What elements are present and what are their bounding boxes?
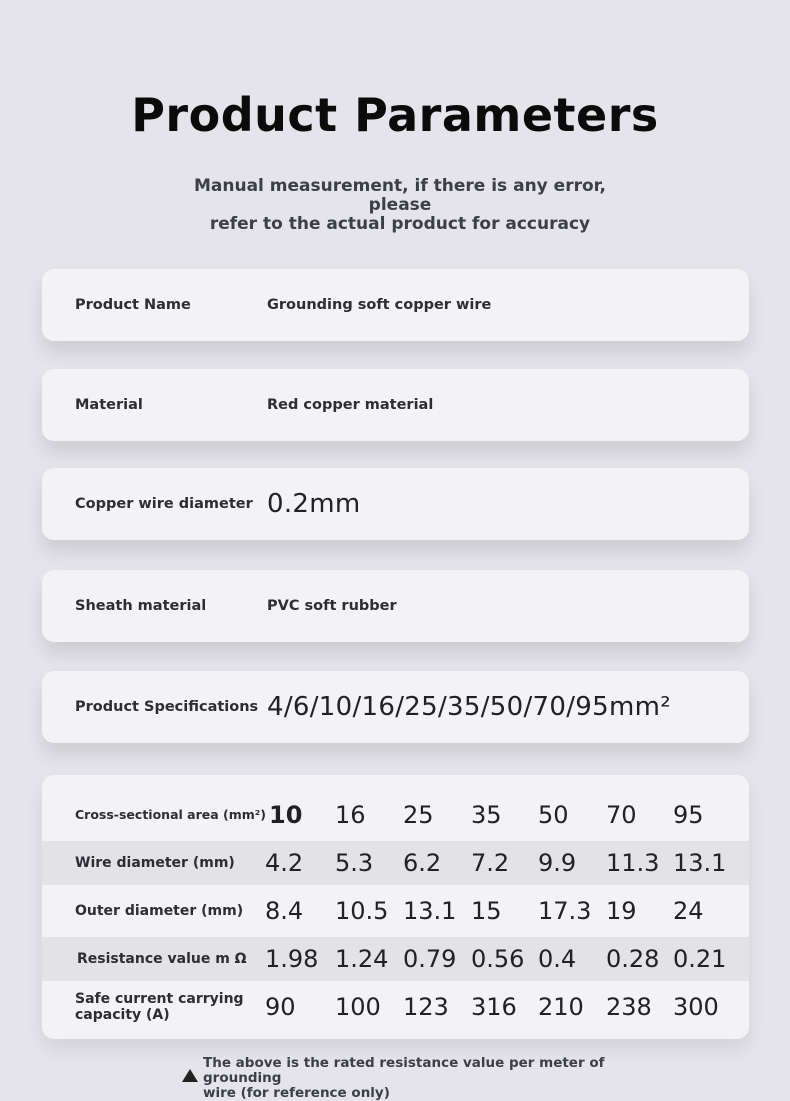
- table-row-safe-current: [42, 985, 749, 1029]
- table-cell: 0.4: [538, 945, 577, 973]
- row-label: Outer diameter (mm): [75, 903, 244, 919]
- row-label-line-1: Safe current carrying: [75, 991, 244, 1007]
- table-row-cross-sectional-area: [42, 793, 749, 837]
- table-cell: 35: [471, 801, 502, 829]
- parameter-table: [42, 775, 749, 1039]
- spec-value: Grounding soft copper wire: [267, 297, 492, 313]
- table-cell: 6.2: [403, 849, 442, 877]
- table-cell: 24: [673, 897, 704, 925]
- spec-value: PVC soft rubber: [267, 598, 397, 614]
- spec-label: Product Name: [75, 297, 191, 313]
- spec-value: Red copper material: [267, 397, 434, 413]
- table-cell: 100: [335, 993, 381, 1021]
- table-cell: 1.24: [335, 945, 389, 973]
- table-cell: 16: [335, 801, 366, 829]
- table-cell: 10.5: [335, 897, 389, 925]
- table-cell: 0.56: [471, 945, 525, 973]
- spec-label: Sheath material: [75, 598, 207, 614]
- spec-label: Copper wire diameter: [75, 496, 253, 512]
- table-cell: 17.3: [538, 897, 592, 925]
- table-cell: 5.3: [335, 849, 374, 877]
- table-cell: 19: [606, 897, 637, 925]
- spec-card-product-name: [42, 269, 749, 341]
- spec-value: 0.2mm: [267, 489, 361, 519]
- table-cell: 0.79: [403, 945, 457, 973]
- table-cell: 4.2: [265, 849, 304, 877]
- table-cell: 0.21: [673, 945, 727, 973]
- row-label: Resistance value m Ω: [77, 951, 247, 967]
- footnote-line-1: The above is the rated resistance value per meter of grounding: [203, 1055, 605, 1086]
- table-row-resistance-value: [42, 937, 749, 981]
- table-cell: 123: [403, 993, 449, 1021]
- table-cell: 70: [606, 801, 637, 829]
- row-label: [75, 985, 244, 1029]
- page-title: Product Parameters: [131, 88, 659, 142]
- table-cell: 0.28: [606, 945, 660, 973]
- table-cell: 238: [606, 993, 652, 1021]
- table-cell: 316: [471, 993, 517, 1021]
- table-cell: 10: [269, 801, 303, 829]
- table-row-wire-diameter: [42, 841, 749, 885]
- table-cell: 8.4: [265, 897, 304, 925]
- spec-label: Material: [75, 397, 143, 413]
- footnote-line-2: wire (for reference only): [203, 1085, 390, 1101]
- spec-card-material: [42, 369, 749, 441]
- table-cell: 9.9: [538, 849, 577, 877]
- table-cell: 13.1: [403, 897, 457, 925]
- table-row-outer-diameter: [42, 889, 749, 933]
- triangle-up-icon: [182, 1069, 198, 1082]
- spec-label: Product Specifications: [75, 699, 259, 715]
- subtitle-line-2: refer to the actual product for accuracy: [209, 214, 591, 234]
- subtitle-line-1: Manual measurement, if there is any error, please: [193, 176, 606, 215]
- table-cell: 1.98: [265, 945, 319, 973]
- table-cell: 50: [538, 801, 569, 829]
- footnote-text: [203, 1056, 663, 1101]
- table-cell: 15: [471, 897, 502, 925]
- row-label: Wire diameter (mm): [75, 855, 235, 871]
- spec-card-product-specifications: [42, 671, 749, 743]
- table-cell: 300: [673, 993, 719, 1021]
- spec-card-copper-wire-diameter: [42, 468, 749, 540]
- table-cell: 210: [538, 993, 584, 1021]
- table-cell: 11.3: [606, 849, 660, 877]
- table-cell: 7.2: [471, 849, 510, 877]
- page-subtitle: [170, 177, 630, 234]
- table-cell: 13.1: [673, 849, 727, 877]
- spec-value: 4/6/10/16/25/35/50/70/95mm²: [267, 692, 671, 722]
- table-cell: 90: [265, 993, 296, 1021]
- spec-card-sheath-material: [42, 570, 749, 642]
- row-label: Cross-sectional area (mm²): [75, 807, 266, 822]
- row-label-line-2: capacity (A): [75, 1007, 170, 1023]
- table-cell: 25: [403, 801, 434, 829]
- table-cell: 95: [673, 801, 704, 829]
